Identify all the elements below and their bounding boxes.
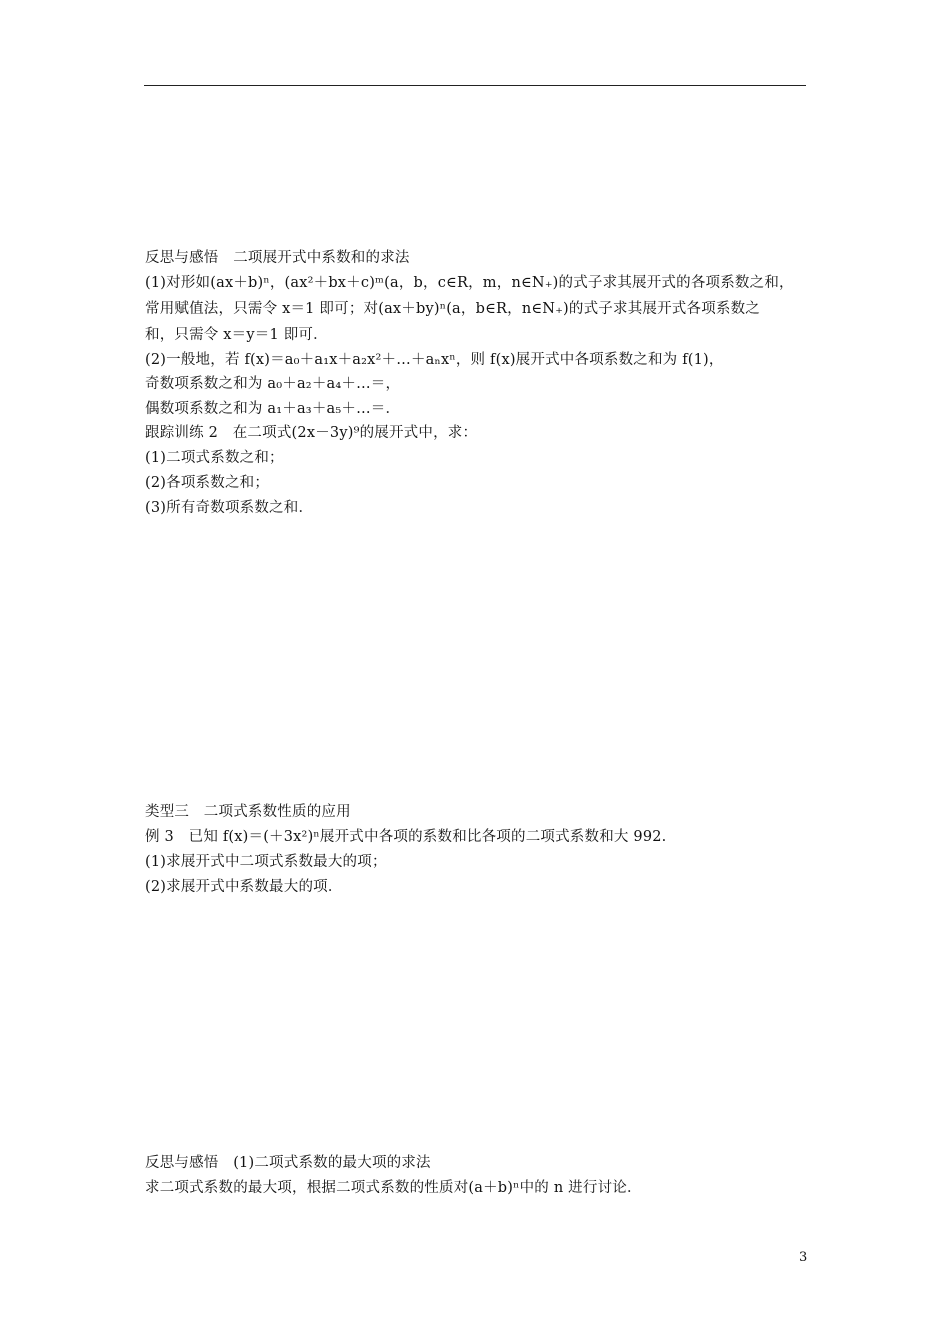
reflection-line: (1)对形如(ax＋b)ⁿ，(ax²＋bx＋c)ᵐ(a，b，c∈R，m，n∈N₊)的式子求其展开式的各项系数之和，: [145, 275, 794, 291]
exercise-item: (1)二项式系数之和；: [145, 450, 284, 466]
exercise-item: (3)所有奇数项系数之和．: [145, 500, 314, 516]
reflection-heading: 反思与感悟 二项展开式中系数和的求法: [145, 250, 410, 266]
header-rule: [144, 85, 806, 86]
reflection-line: 奇数项系数之和为 a₀＋a₂＋a₄＋…＝，: [145, 376, 401, 392]
reflection2-line: 求二项式系数的最大项，根据二项式系数的性质对(a＋b)ⁿ中的 n 进行讨论．: [145, 1180, 642, 1196]
page-number: 3: [799, 1250, 808, 1265]
reflection-line: 常用赋值法，只需令 x＝1 即可；对(ax＋by)ⁿ(a，b∈R，n∈N₊)的式子求其展开式各项系数之: [145, 301, 761, 317]
example3-statement: 例 3 已知 f(x)＝(＋3x²)ⁿ展开式中各项的系数和比各项的二项式系数和大 992.: [145, 829, 667, 845]
example3-item: (2)求展开式中系数最大的项．: [145, 879, 343, 895]
reflection-line: (2)一般地，若 f(x)＝a₀＋a₁x＋a₂x²＋…＋aₙxⁿ，则 f(x)展开式中各项系数之和为 f(1)，: [145, 352, 724, 368]
reflection-line: 偶数项系数之和为 a₁＋a₃＋a₅＋…＝．: [145, 401, 401, 417]
exercise-item: (2)各项系数之和；: [145, 475, 270, 491]
example3-item: (1)求展开式中二项式系数最大的项；: [145, 854, 387, 870]
reflection2-heading: 反思与感悟 (1)二项式系数的最大项的求法: [145, 1155, 431, 1171]
exercise-heading: 跟踪训练 2 在二项式(2x－3y)⁹的展开式中，求：: [145, 425, 478, 441]
reflection-line: 和，只需令 x＝y＝1 即可．: [145, 327, 328, 343]
type3-heading: 类型三 二项式系数性质的应用: [145, 804, 351, 820]
